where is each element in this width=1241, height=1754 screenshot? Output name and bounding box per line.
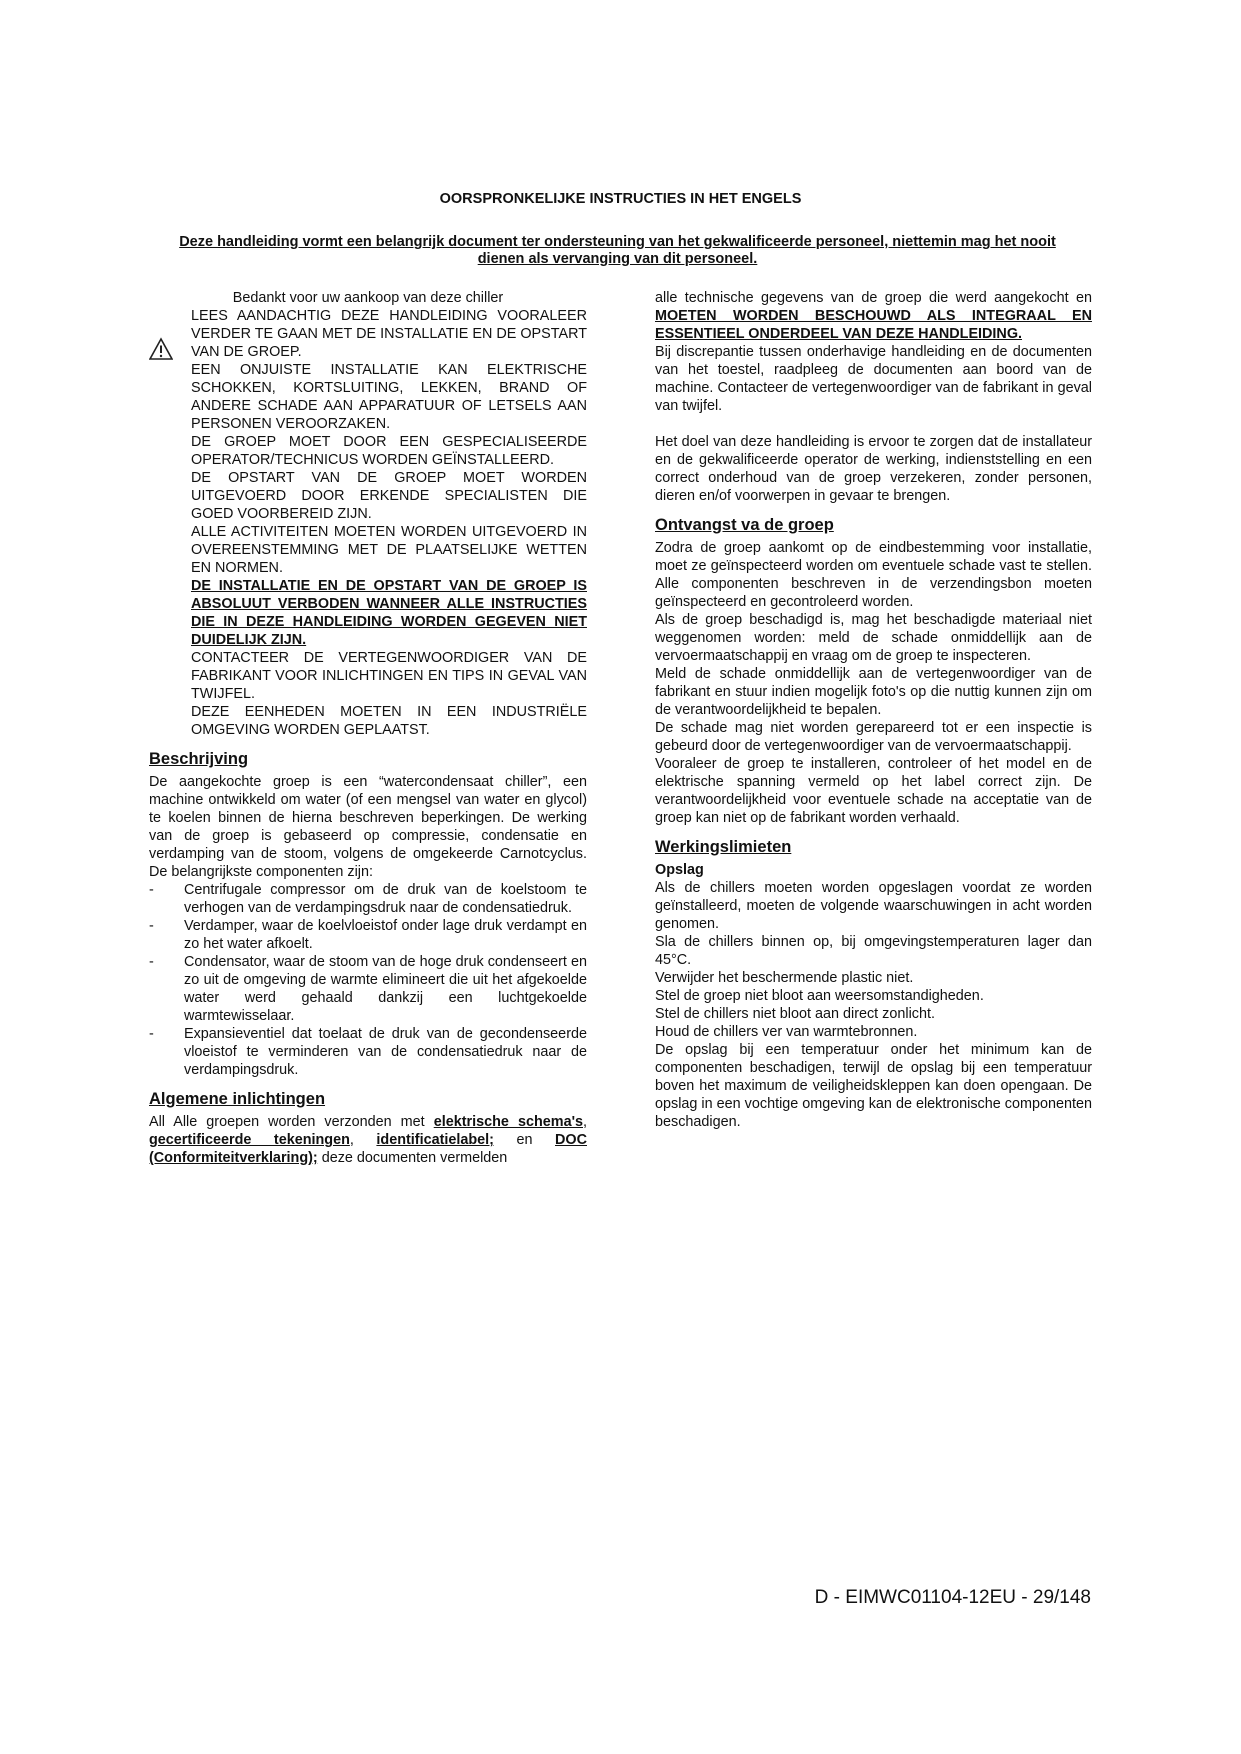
text-span: deze documenten vermelden [317,1150,508,1166]
warning-industrial: DEZE EENHEDEN MOETEN IN EEN INDUSTRIËLE OMGEVING WORDEN GEPLAATST. [191,704,587,738]
storage-p5: Stel de chillers niet bloot aan direct zonlicht. [655,1006,935,1022]
storage-p7: De opslag bij een temperatuur onder het minimum kan de componenten beschadigen, terwijl de opslag bij een temperatuur boven het maximum de veiligheidskleppen kan doen opengaan. De opslag in een vochtige omgeving kan de elektronische componenten beschadigen. [655,1042,1092,1130]
receipt-p3: Meld de schade onmiddellijk aan de vertegenwoordiger van de fabrikant en stuur indien mogelijk foto's op die nuttig kunnen zijn om de verantwoordelijkheid te bepalen. [655,666,1092,718]
list-item: - Expansieventiel dat toelaat de druk van de gecondenseerde vloeistof te verminderen van de condensatiedruk naar de verdampingsdruk. [149,1025,587,1079]
warning-block [149,307,587,739]
text-span: All Alle groepen worden verzonden met [149,1114,434,1130]
general-info-text [149,1113,587,1167]
storage-p2: Sla de chillers binnen op, bij omgevingstemperaturen lager dan 45°C. [655,934,1092,968]
receipt-p1: Zodra de groep aankomt op de eindbestemming voor installatie, moet ze geïnspecteerd worden om eventuele schade vast te stellen. Alle componenten beschreven in de verzendingsbon moeten geïnspecteerd en gecontroleerd worden. [655,540,1092,610]
section-heading-ontvangst: Ontvangst va de groep [655,516,834,534]
discrepancy-text: Bij discrepantie tussen onderhavige handleiding en de documenten van het toestel, raadpleeg de documenten aan boord van de machine. Contacteer de vertegenwoordiger van de fabrikant in geval van twijfel. [655,344,1092,414]
storage-p4: Stel de groep niet bloot aan weersomstandigheden. [655,988,984,1004]
page-reference: D - EIMWC01104-12EU - 29/148 [814,1587,1091,1608]
warning-incorrect-installation: EEN ONJUISTE INSTALLATIE KAN ELEKTRISCHE SCHOKKEN, KORTSLUITING, LEKKEN, BRAND OF ANDERE SCHADE AAN APPARATUUR OF LETSELS AAN PERSONEN VEROORZAKEN. [191,362,587,432]
receipt-p5: Vooraleer de groep te installeren, controleer of het model en de elektrische spanning vermeld op het label correct zijn. De verantwoordelijkheid voor eventuele schade na acceptatie van de groep kan niet op de fabrikant worden verhaald. [655,756,1092,826]
warning-read-manual: LEES AANDACHTIG DEZE HANDLEIDING VOORALEER VERDER TE GAAN MET DE INSTALLATIE EN DE OPSTART VAN DE GROEP. [191,308,587,360]
list-item: - Centrifugale compressor om de druk van de koelstoom te verhogen van de verdampingsdruk naar de condensatiedruk. [149,881,587,917]
text-span: , [583,1114,587,1130]
emphasis-integral-part: MOETEN WORDEN BESCHOUWD ALS INTEGRAAL EN ESSENTIEEL ONDERDEEL VAN DEZE HANDLEIDING. [655,308,1092,342]
document-subtitle: Deze handleiding vormt een belangrijk document ter ondersteuning van het gekwalificeerde personeel, niettemin mag het nooit dienen als vervanging van dit personeel. [179,234,1056,267]
purpose-text: Het doel van deze handleiding is ervoor te zorgen dat de installateur en de gekwalificeerde operator de werking, indienststelling en een correct onderhoud van de groep verzekeren, zonder personen, dieren en/of voorwerpen in gevaar te brengen. [655,434,1092,504]
thanks-text: Bedankt voor uw aankoop van deze chiller [232,290,504,306]
emphasis-certified-drawings: gecertificeerde tekeningen [149,1132,350,1148]
storage-p1: Als de chillers moeten worden opgeslagen voordat ze worden geïnstalleerd, moeten de volgende waarschuwingen in acht worden genomen. [655,880,1092,932]
subheading-opslag: Opslag [655,862,704,878]
section-heading-werkingslimieten: Werkingslimieten [655,838,792,856]
warning-specialist-install: DE GROEP MOET DOOR EEN GESPECIALISEERDE OPERATOR/TECHNICUS WORDEN GEÏNSTALLEERD. [191,434,587,468]
warning-triangle-icon [149,337,173,361]
section-heading-beschrijving: Beschrijving [149,750,249,768]
warning-startup: DE OPSTART VAN DE GROEP MOET WORDEN UITGEVOERD DOOR ERKENDE SPECIALISTEN DIE GOED VOORBEREID ZIJN. [191,470,587,522]
receipt-p4: De schade mag niet worden gerepareerd tot er een inspectie is gebeurd door de vertegenwoordiger van de vervoermaatschappij. [655,720,1092,754]
description-intro: De aangekochte groep is een “watercondensaat chiller”, een machine ontwikkeld om water (of een mengsel van water en glycol) te koelen binnen de hierna beschreven beperkingen. De werking van de groep is gebaseerd op compressie, condensatie en verdamping van de stoom, volgens de omgekeerde Carnotcyclus. De belangrijkste componenten zijn: [149,774,587,880]
document-title: OORSPRONKELIJKE INSTRUCTIES IN HET ENGELS [439,191,802,207]
warning-contact: CONTACTEER DE VERTEGENWOORDIGER VAN DE FABRIKANT VOOR INLICHTINGEN EN TIPS IN GEVAL VAN TWIJFEL. [191,650,587,702]
list-item: - Condensator, waar de stoom van de hoge druk condenseert en zo uit de omgeving de warmte elimineert die uit het afgekoelde water werd gehaald dankzij een luchtgekoelde warmtewisselaar. [149,953,587,1025]
list-item: - Verdamper, waar de koelvloeistof onder lage druk verdampt en zo het water afkoelt. [149,917,587,953]
text-span: , [349,1132,377,1148]
text-span: en [493,1132,556,1148]
storage-p3: Verwijder het beschermende plastic niet. [655,970,914,986]
emphasis-wiring-diagrams: elektrische schema's [433,1114,583,1130]
component-list [149,881,587,1079]
emphasis-doc: DOC (Conformiteitverklaring); [149,1132,587,1166]
right-column [655,289,1092,1131]
warning-forbidden: DE INSTALLATIE EN DE OPSTART VAN DE GROEP IS ABSOLUUT VERBODEN WANNEER ALLE INSTRUCTIES DIE IN DEZE HANDLEIDING WORDEN GEGEVEN NIET DUIDELIJK ZIJN. [191,578,587,648]
section-heading-algemene-inlichtingen: Algemene inlichtingen [149,1090,326,1108]
receipt-p2: Als de groep beschadigd is, mag het beschadigde materiaal niet weggenomen worden: meld de schade onmiddellijk aan de vervoermaatschappij en vraag om de groep te inspecteren. [655,612,1092,664]
storage-p6: Houd de chillers ver van warmtebronnen. [655,1024,918,1040]
emphasis-identification-label: identificatielabel; [376,1132,494,1148]
text-span: alle technische gegevens van de groep die werd aangekocht en [655,290,1092,306]
technical-data-text [655,289,1092,343]
warning-local-laws: ALLE ACTIVITEITEN MOETEN WORDEN UITGEVOERD IN OVEREENSTEMMING MET DE PLAATSELIJKE WETTEN EN NORMEN. [191,524,587,576]
left-column [149,289,587,1167]
